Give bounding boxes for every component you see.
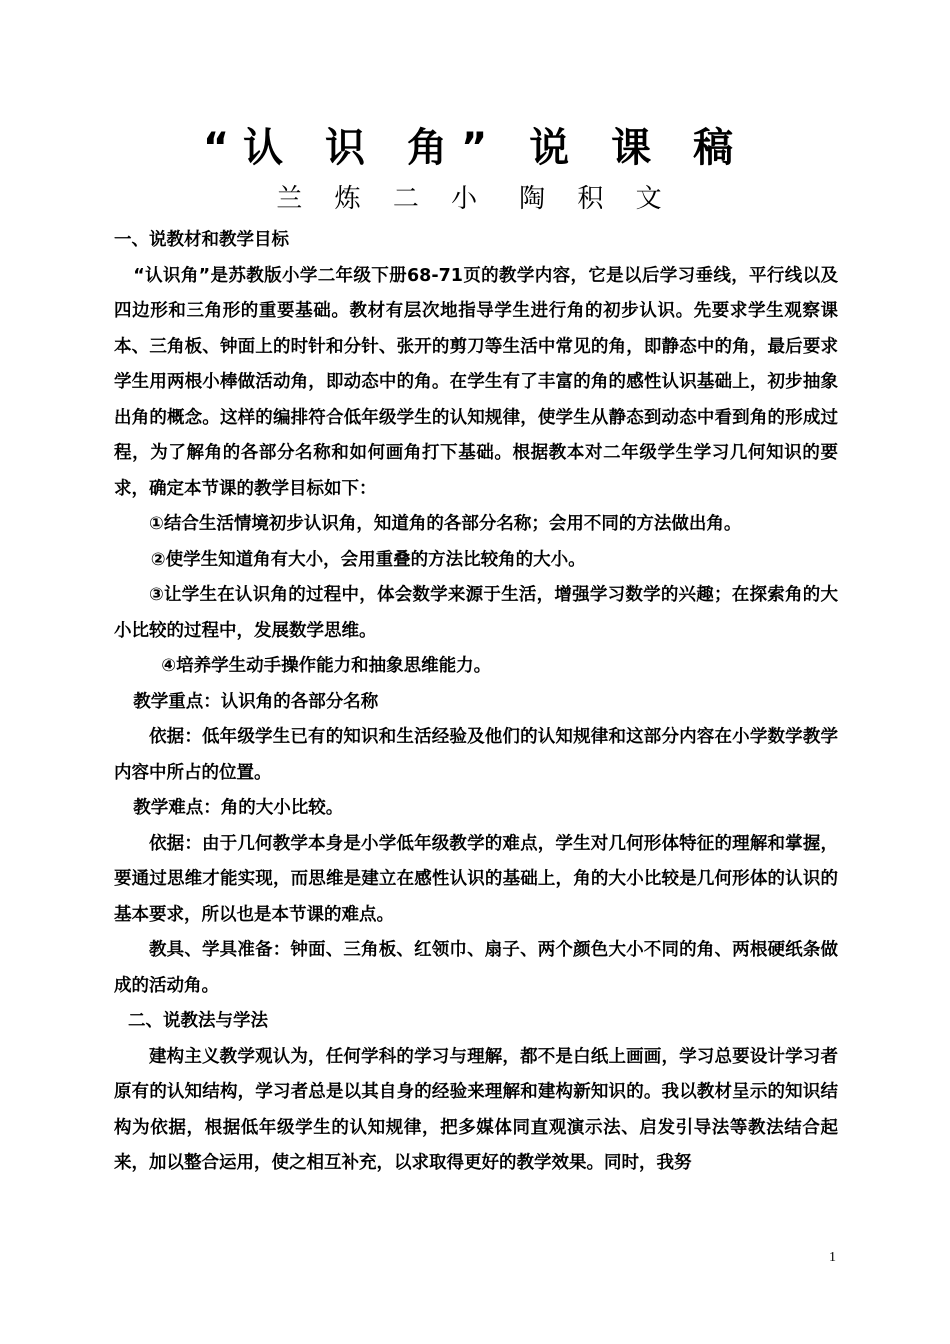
teaching-goal-1: ①结合生活情境初步认识角，知道角的各部分名称；会用不同的方法做出角。 (149, 514, 742, 534)
teaching-goal-3: ③让学生在认识角的过程中，体会数学来源于生活，增强学习数学的兴趣；在探索角的大小比较的过程中，发展数学思维。 (114, 585, 838, 641)
section-heading-1: 一、说教材和教学目标 (114, 230, 289, 250)
document-title: “认 识 角” 说 课 稿 (202, 125, 748, 171)
teaching-difficulty: 教学难点：角的大小比较。 (133, 798, 344, 818)
difficulty-basis: 依据：由于几何教学本身是小学低年级教学的难点，学生对几何形体特征的理解和掌握，要通过思维才能实现，而思维是建立在感性认识的基础上，角的大小比较是几何形体的认识的基本要求，所以也是本节课的难点。 (114, 833, 838, 925)
author-line (0, 180, 950, 218)
key-point-basis: 依据：低年级学生已有的知识和生活经验及他们的认知规律和这部分内容在小学数学教学内容中所占的位置。 (114, 727, 838, 783)
teaching-key-point: 教学重点：认识角的各部分名称 (133, 691, 379, 712)
paragraph-methods: 建构主义教学观认为，任何学科的学习与理解，都不是白纸上画画，学习总要设计学习者原有的认知结构，学习者总是以其自身的经验来理解和建构新知识的。我以教材呈示的知识结构为依据，根据低年级学生的认知规律，把多媒体同直观演示法、启发引导法等教法结合起来，加以整合运用，使之相互补充，以求取得更好的教学效果。同时，我努 (114, 1046, 838, 1173)
teaching-goal-2: ②使学生知道角有大小，会用重叠的方法比较角的大小。 (150, 549, 586, 570)
document-body (114, 223, 838, 1182)
teaching-tools: 教具、学具准备：钟面、三角板、红领巾、扇子、两个颜色大小不同的角、两根硬纸条做成的活动角。 (114, 940, 838, 996)
page-number: 1 (829, 1250, 836, 1265)
teaching-goal-4: ④培养学生动手操作能力和抽象思维能力。 (161, 656, 492, 676)
paragraph-textbook: “认识角”是苏教版小学二年级下册68-71页的教学内容，它是以后学习垂线，平行线以及四边形和三角形的重要基础。教材有层次地指导学生进行角的初步认识。先要求学生观察课本、三角板、钟面上的时针和分针、张开的剪刀等生活中常见的角，即静态中的角，最后要求学生用两根小棒做活动角，即动态中的角。在学生有了丰富的角的感性认识基础上，初步抽象出角的概念。这样的编排符合低年级学生的认知规律，使学生从静态到动态中看到角的形成过程，为了解角的各部分名称和如何画角打下基础。根据教本对二年级学生学习几何知识的要求，确定本节课的教学目标如下： (114, 265, 838, 499)
author-name: 陶 积 文 (519, 184, 674, 214)
section-heading-2: 二、说教法与学法 (128, 1011, 268, 1031)
author-school: 兰 炼 二 小 (276, 184, 490, 214)
